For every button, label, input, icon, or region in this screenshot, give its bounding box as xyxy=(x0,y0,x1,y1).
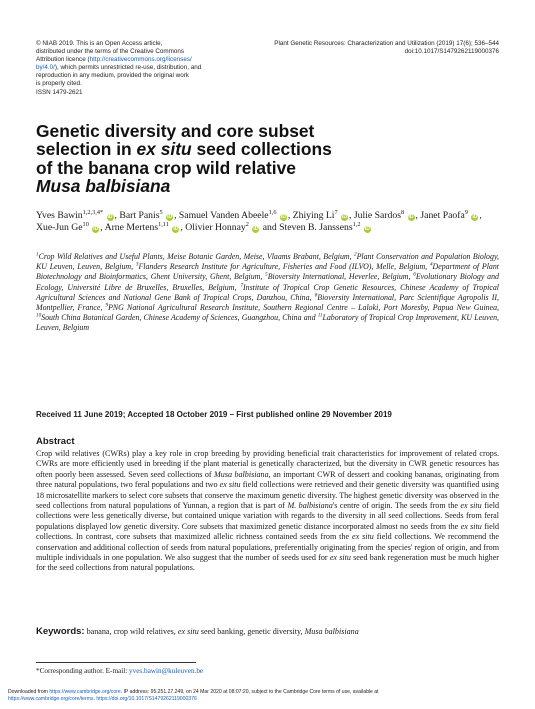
author xyxy=(119,210,174,221)
orcid-icon[interactable]: iD xyxy=(472,214,478,220)
author xyxy=(185,222,260,233)
author-name: Steven B. Janssens xyxy=(279,222,353,234)
affiliation-item: $^1$Crop Wild Relatives and Useful Plants, Meise Botanic Garden, Meise, Vlaams Brabant, Belgium, xyxy=(36,251,355,261)
author-name: Zhiying Li xyxy=(292,210,335,221)
doi-link[interactable]: https://doi.org/10.1017/S1479262119000376 xyxy=(96,696,197,702)
author xyxy=(36,210,115,221)
abstract-heading: Abstract xyxy=(36,436,75,447)
author-name: Samuel Vanden Abeele xyxy=(178,210,269,221)
author-affiliation-number: 5 xyxy=(159,208,163,216)
author-affiliation-number: 2 xyxy=(245,220,249,228)
license-line: © NIAB 2019. This is an Open Access article, xyxy=(36,40,163,47)
abstract-text: Crop wild relatives (CWRs) play a key role in crop breeding by providing beneficial trait characteristics for improvement of related crops. CWRs are more efficiently used in breeding if the plant material is genetically characterized, but the diversity in CWR genetic resources has often poorly been assessed. Seven seed collections of Musa balbisiana, an important CWR of dessert and cooking bananas, originating from three natural populations, two feral populations and two ex situ field collections were retrieved and their genetic diversity was quantified using 18 microsatellite markers to select core subsets that conserve the maximum genetic diversity. The highest genetic diversity was observed in the seed collections from natural populations of Yunnan, a region that is part of M. balbisiana's centre of origin. The seeds from the ex situ field collections were less genetically diverse, but contained unique variation with regards to the diversity in all seed collections. Seeds from feral populations displayed low genetic diversity. Core subsets that maximized genetic distance incorporated almost no seeds from the ex situ field collections. In contrast, core subsets that maximized allelic richness contained seeds from the ex situ field collections. We recommend the conservation and additional collection of seeds from natural populations, preferentially originating from the species' region of origin, and from multiple individuals in one population. We also suggest that the number of seeds used for ex situ seed bank regeneration must be much higher for the seed collections from natural populations. xyxy=(36,449,500,573)
author xyxy=(354,210,416,221)
journal-header xyxy=(199,40,499,56)
orcid-icon[interactable]: iD xyxy=(93,226,99,233)
author-name: Olivier Honnay xyxy=(185,222,246,234)
license-link[interactable]: http://creativecommons.org/licenses/ xyxy=(89,56,192,64)
orcid-icon[interactable]: iD xyxy=(408,214,414,220)
footnote-divider xyxy=(36,662,196,663)
orcid-icon[interactable]: iD xyxy=(253,226,259,233)
journal-doi: doi:10.1017/S1479262119000376 xyxy=(404,48,499,56)
author xyxy=(36,222,100,233)
author-affiliation-number: 1,11 xyxy=(158,220,169,228)
author-name: Janet Paofa xyxy=(420,210,465,221)
author-name: Julie Sardos xyxy=(353,210,401,221)
issn: ISSN 1479-2621 xyxy=(36,88,83,96)
download-notice: Downloaded from https://www.cambridge.org/core. IP address: 95.251.27.249, on 24 Mar 2020 at 08:07:20, subject to the Cambridge Core terms of use, available at https://www.cambridge.org/core/terms. https://doi.org/10.1017/S1479262119000376 xyxy=(8,689,379,702)
terms-link[interactable]: https://www.cambridge.org/core/terms xyxy=(8,696,94,702)
affiliation-item: $^{10}$South China Botanical Garden, Chinese Academy of Sciences, Guangzhou, China and xyxy=(36,312,318,323)
author-affiliation-number: 8 xyxy=(400,208,405,216)
author-affiliation-number: 1,2 xyxy=(352,220,361,228)
orcid-icon[interactable]: iD xyxy=(173,226,179,233)
affiliation-item: $^9$PNG National Agricultural Research Institute, Southern Regional Centre – Laloki, Port Moresby, Papua New Guinea, xyxy=(105,302,499,313)
author xyxy=(105,222,181,233)
article-title: Genetic diversity and core subset selection in ex situ seed collections of the banana crop wild relative Musa balbisiana xyxy=(36,121,332,197)
affiliation-item: $^5$Bioversity International, Heverlee, Belgium, xyxy=(265,271,414,282)
license-line: distributed under the terms of the Creative Commons xyxy=(36,48,185,56)
orcid-icon[interactable]: iD xyxy=(167,214,173,220)
affiliations xyxy=(36,252,499,334)
received-dates: Received 11 June 2019; Accepted 18 October 2019 – First published online 29 November 2019 xyxy=(36,410,392,419)
author-list: Yves Bawin$^{1,2,3,4*}$ iD , Bart Panis$^5$ iD , Samuel Vanden Abeele$^{1,6}$ iD , Zhiying Li$^7$ iD , Julie Sardos$^8$ iD , Janet Paofa$^9$ iD , Xue-Jun Ge$^{10}$ iD , Arne Mertens$^{1,11}$ iD , Olivier Honnay$^2$ iD and Steven B. Janssens$^{1,2}$ iD xyxy=(36,208,482,234)
affiliation-item: $^2$Plant Conservation and Population Biology, KU Leuven, Leuven, Belgium, xyxy=(36,251,499,272)
author xyxy=(279,222,372,233)
cambridge-core-link[interactable]: https://www.cambridge.org/core xyxy=(49,689,121,695)
keywords-label: Keywords: xyxy=(36,626,85,637)
affiliation-item: $^8$Bioversity International, Parc Scientifique Agropolis II, Montpellier, France, xyxy=(36,292,499,313)
author xyxy=(179,210,288,221)
author-affiliation-number: 7 xyxy=(334,208,338,216)
affiliation-item: $^{11}$Laboratory of Tropical Crop Improvement, KU Leuven, Leuven, Belgium xyxy=(36,312,499,333)
orcid-icon[interactable]: iD xyxy=(342,214,348,220)
author-name: Xue-Jun Ge xyxy=(36,222,83,234)
affiliation-item: $^7$Institute of Tropical Crop Genetic Resources, Chinese Academy of Tropical Agricultural Sciences and National Gene Bank of Tropical Crops, Danzhou, China, xyxy=(36,281,499,302)
orcid-icon[interactable]: iD xyxy=(107,214,113,220)
author-email-link[interactable]: yves.bawin@kuleuven.be xyxy=(129,667,204,675)
author-affiliation-number: 9 xyxy=(464,208,468,216)
license-line: is properly cited. xyxy=(36,80,82,88)
author-affiliation-number: 1,2,3,4* xyxy=(82,208,104,216)
affiliation-item: $^3$Flanders Research Institute for Agriculture, Fisheries and Food (ILVO), Melle, Belgium, xyxy=(135,261,430,272)
affiliation-item: $^6$Evolutionary Biology and Ecology, Université Libre de Bruxelles, Bruxelles, Belgium, xyxy=(36,271,499,292)
author-affiliation-number: 1,6 xyxy=(268,208,277,216)
license-line: reproduction in any medium, provided the original work xyxy=(36,72,189,80)
orcid-icon[interactable]: iD xyxy=(280,214,286,220)
author xyxy=(420,210,479,221)
author xyxy=(293,210,349,221)
author-joiner: and xyxy=(262,222,277,234)
keywords: Keywords: banana, crop wild relatives, ex situ seed banking, genetic diversity, Musa balbisiana xyxy=(36,626,359,637)
author-name: Bart Panis xyxy=(119,210,160,221)
license-line: by/4.0/), which permits unrestricted re-use, distribution, and xyxy=(36,64,202,72)
author-name: Yves Bawin xyxy=(36,210,83,221)
license-link-cont[interactable]: by/4.0/ xyxy=(36,64,55,72)
license-line: Attribution licence (http://creativecommons.org/licenses/ xyxy=(36,56,192,64)
journal-citation: Plant Genetic Resources: Characterization and Utilization (2019) 17(6); 536–544 xyxy=(274,40,499,47)
orcid-icon[interactable]: iD xyxy=(364,226,370,233)
affiliation-item: $^4$Department of Plant Biotechnology and Bioinformatics, Ghent University, Ghent, Belgium, xyxy=(36,261,499,282)
author-name: Arne Mertens xyxy=(104,222,159,234)
corresponding-author: *Corresponding author. E-mail: yves.bawin@kuleuven.be xyxy=(36,667,204,675)
author-affiliation-number: 10 xyxy=(82,220,89,228)
